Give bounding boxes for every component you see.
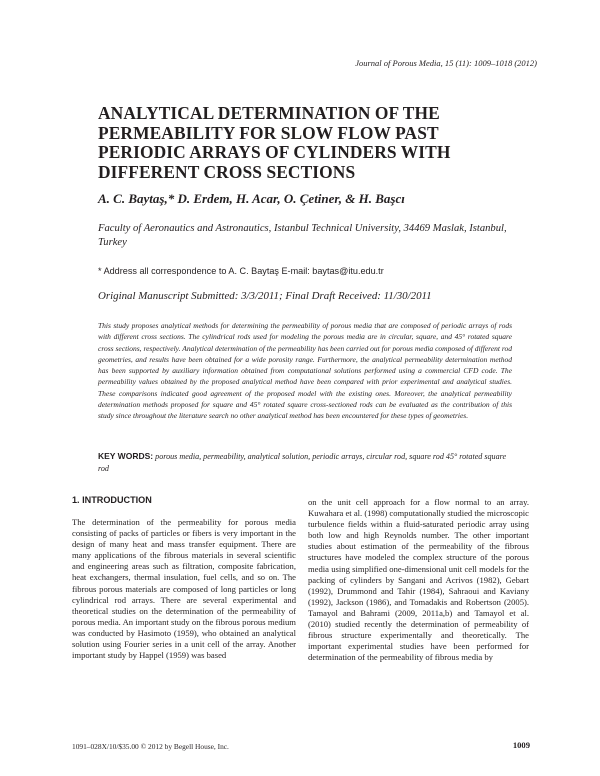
abstract: This study proposes analytical methods for determining the permeability of porous media that are composed of periodic arrays of rods with different cross sections. The cylindrical rods used for modeling the porous media are in circular, square, and 45° rotated square cross sections, respectively. Analytical determination of the permeability has been carried out for porous media composed of different rod geometries, and results have been obtained for a wide porosity range. Furthermore, the analytical permeability determination method has been supported by auxiliary information obtained from computational solutions performed using a commercial CFD code. The permeability values obtained by the proposed analytical method have been compared with prior experimental and analytical studies. These comparisons indicated good agreement of the proposed model with the existing ones. Moreover, the analytical permeability determination methods proposed for square and 45° rotated square cross-sectioned rods can be evaluated as the contribution of this study since throughout the literature search no other analytical method has been encountered for these types of geometries.: [98, 321, 512, 420]
keywords-label: KEY WORDS:: [98, 451, 154, 461]
keywords-text: porous media, permeability, analytical solution, periodic arrays, circular rod, square rod 45° rotated square rod: [98, 452, 507, 473]
page-number: 1009: [512, 740, 530, 750]
copyright-footer: 1091–028X/10/$35.00 © 2012 by Begell House, Inc.: [72, 742, 229, 751]
intro-paragraph-right: on the unit cell approach for a flow normal to an array. Kuwahara et al. (1998) computationally studied the microscopic turbulence fields within a fluid-saturated periodic array using both low and high Reynolds number. The other important studies about estimation of the permeability of the fibrous structures have modeled the complex structure of the porous media using simplified one-dimensional unit cell models for the packing of cylinders by Sangani and Acrivos (1982), Gebart (1992), Drummond and Tahir (1984), Sahraoui and Kaviany (1992), Jackson (1986), and Tomadakis and Robertson (2005). Tamayol and Bahrami (2009, 2011a,b) and Tamayol et al. (2010) studied recently the determination of permeability of fibrous structure experimentally and theoretically. The important experimental studies have been performed for determination of the permeability of fibrous media by: [308, 497, 529, 663]
keywords-block: [98, 451, 518, 474]
correspondence-note: * Address all correspondence to A. C. Baytaş E-mail: baytas@itu.edu.tr: [98, 266, 384, 276]
affiliation: Faculty of Aeronautics and Astronautics, Istanbul Technical University, 34469 Maslak, Istanbul, Turkey: [98, 223, 507, 248]
section-heading: 1. INTRODUCTION: [72, 495, 152, 505]
intro-column-left: [72, 517, 296, 661]
paper-title: ANALYTICAL DETERMINATION OF THE PERMEABILITY FOR SLOW FLOW PAST PERIODIC ARRAYS OF CYLINDERS WITH DIFFERENT CROSS SECTIONS: [98, 103, 451, 182]
journal-reference: Journal of Porous Media, 15 (11): 1009–1018 (2012): [355, 58, 537, 68]
author-list: A. C. Baytaş,* D. Erdem, H. Acar, O. Çetiner, & H. Başcı: [98, 191, 405, 206]
intro-paragraph-left: The determination of the permeability for porous media consisting of packs of particles or fibers is very important in the design of many heat and mass transfer equipment. There are many applications of the fibrous materials in several scientific and engineering areas such as filtration, composite fabrication, heat exchangers, thermal insulation, fuel cells, and so on. The fibrous porous materials are composed of long particles or long cylindrical rod arrays. There are several experimental and theoretical studies on the determination of the permeability of porous media. An important study on the fibrous porous medium was conducted by Hasimoto (1959), who obtained an analytical solution using Fourier series in a unit cell of the array. Another important study by Happel (1959) was based: [72, 517, 296, 661]
manuscript-dates: Original Manuscript Submitted: 3/3/2011; Final Draft Received: 11/30/2011: [98, 290, 432, 302]
intro-column-right: [308, 497, 529, 663]
